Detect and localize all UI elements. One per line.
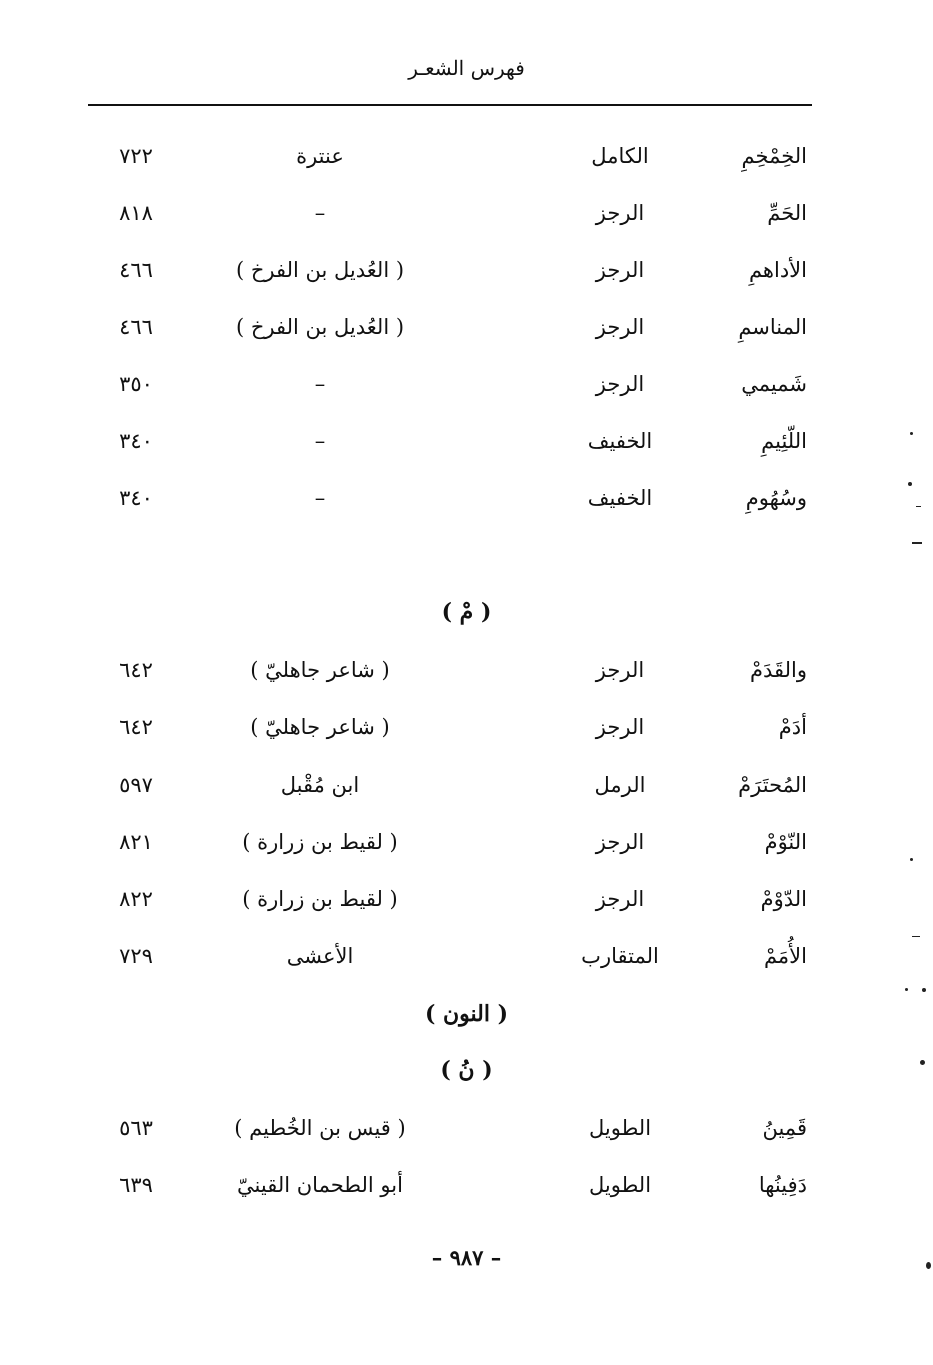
index-row bbox=[0, 1108, 933, 1152]
scan-speck bbox=[905, 988, 908, 991]
page-ref: ٨٢٢ bbox=[119, 887, 153, 911]
index-row bbox=[0, 421, 933, 465]
scan-speck bbox=[920, 1060, 925, 1065]
rhyme-word: الدّوْمْ bbox=[760, 887, 807, 911]
poet: – bbox=[314, 372, 326, 396]
meter: الطويل bbox=[588, 1173, 652, 1197]
poet: – bbox=[314, 429, 326, 453]
header-rule bbox=[88, 104, 812, 106]
index-row bbox=[0, 307, 933, 351]
section-heading: ( مْ ) bbox=[441, 599, 492, 625]
index-row bbox=[0, 1165, 933, 1209]
rhyme-word: الحَمِّ bbox=[767, 201, 807, 225]
meter: الخفيف bbox=[587, 429, 653, 453]
rhyme-word: دَفِينُها bbox=[758, 1173, 807, 1197]
index-row bbox=[0, 193, 933, 237]
page-ref: ٤٦٦ bbox=[119, 315, 153, 339]
poet: ( لقيط بن زرارة ) bbox=[242, 830, 398, 854]
index-row bbox=[0, 650, 933, 694]
page-ref: ٥٩٧ bbox=[119, 773, 153, 797]
page-ref: ٤٦٦ bbox=[119, 258, 153, 282]
poet: ابن مُقْبل bbox=[280, 773, 360, 797]
section-subheading: ( نُ ) bbox=[440, 1057, 493, 1083]
poet: – bbox=[314, 201, 326, 225]
poet: ( العُديل بن الفرخ ) bbox=[235, 258, 405, 282]
section-heading: ( النون ) bbox=[424, 1001, 509, 1027]
meter: الخفيف bbox=[587, 486, 653, 510]
rhyme-word: والقَدَمْ bbox=[749, 658, 807, 682]
rhyme-word: المُحتَرَمْ bbox=[738, 773, 807, 797]
page-ref: ٧٢٢ bbox=[119, 144, 153, 168]
scan-speck bbox=[910, 858, 913, 861]
index-row bbox=[0, 707, 933, 751]
meter: الرجز bbox=[595, 258, 645, 282]
page-ref: ٦٤٢ bbox=[119, 658, 153, 682]
rhyme-word: الأداهمِ bbox=[748, 258, 807, 282]
scan-speck bbox=[916, 506, 921, 507]
scan-speck bbox=[922, 988, 926, 992]
rhyme-word: الأُمَمْ bbox=[763, 944, 807, 968]
meter: الطويل bbox=[588, 1116, 652, 1140]
index-row bbox=[0, 765, 933, 809]
poet: عنترة bbox=[296, 144, 344, 168]
meter: الرجز bbox=[595, 315, 645, 339]
rhyme-word: اللّئِيمِ bbox=[761, 429, 807, 453]
poet: ( قيس بن الخُطيم ) bbox=[234, 1116, 406, 1140]
page-ref: ٦٤٢ bbox=[119, 715, 153, 739]
scan-speck bbox=[912, 936, 920, 937]
poet: ( شاعر جاهليّ ) bbox=[250, 715, 390, 739]
page-ref: ٥٦٣ bbox=[119, 1116, 153, 1140]
poet: أبو الطحمان القينيّ bbox=[237, 1173, 403, 1197]
rhyme-word: قَمِينُ bbox=[762, 1116, 807, 1140]
index-row bbox=[0, 136, 933, 180]
page-ref: ٧٢٩ bbox=[119, 944, 153, 968]
poet: ( لقيط بن زرارة ) bbox=[242, 887, 398, 911]
meter: الرمل bbox=[594, 773, 646, 797]
poet: ( شاعر جاهليّ ) bbox=[250, 658, 390, 682]
poet: – bbox=[314, 486, 326, 510]
poet: الأعشى bbox=[286, 944, 354, 968]
meter: الرجز bbox=[595, 658, 645, 682]
rhyme-word: وسُهُومِ bbox=[745, 486, 807, 510]
rhyme-word: النّوْمْ bbox=[764, 830, 807, 854]
scan-speck bbox=[912, 542, 922, 544]
page-ref: ٦٣٩ bbox=[119, 1173, 153, 1197]
scan-speck bbox=[926, 1262, 931, 1269]
index-row bbox=[0, 822, 933, 866]
page-ref: ٨٢١ bbox=[119, 830, 153, 854]
rhyme-word: شَميمي bbox=[741, 372, 807, 396]
scan-speck bbox=[908, 482, 912, 486]
page-ref: ٣٤٠ bbox=[119, 486, 153, 510]
meter: المتقارب bbox=[581, 944, 659, 968]
index-row bbox=[0, 250, 933, 294]
index-row bbox=[0, 879, 933, 923]
meter: الرجز bbox=[595, 830, 645, 854]
page-header-title: فهرس الشعـر bbox=[408, 56, 525, 80]
meter: الرجز bbox=[595, 372, 645, 396]
rhyme-word: المناسمِ bbox=[738, 315, 807, 339]
page-ref: ٣٥٠ bbox=[119, 372, 153, 396]
page-ref: ٨١٨ bbox=[119, 201, 153, 225]
index-row bbox=[0, 936, 933, 980]
page-ref: ٣٤٠ bbox=[119, 429, 153, 453]
meter: الرجز bbox=[595, 887, 645, 911]
scan-speck bbox=[910, 432, 913, 435]
poet: ( العُديل بن الفرخ ) bbox=[235, 315, 405, 339]
index-row bbox=[0, 364, 933, 408]
rhyme-word: أدَمْ bbox=[778, 715, 807, 739]
page-number: – ٩٨٧ – bbox=[431, 1245, 502, 1270]
meter: الرجز bbox=[595, 715, 645, 739]
index-row bbox=[0, 478, 933, 522]
rhyme-word: الخِمْخِمِ bbox=[741, 144, 807, 168]
meter: الكامل bbox=[591, 144, 649, 168]
meter: الرجز bbox=[595, 201, 645, 225]
